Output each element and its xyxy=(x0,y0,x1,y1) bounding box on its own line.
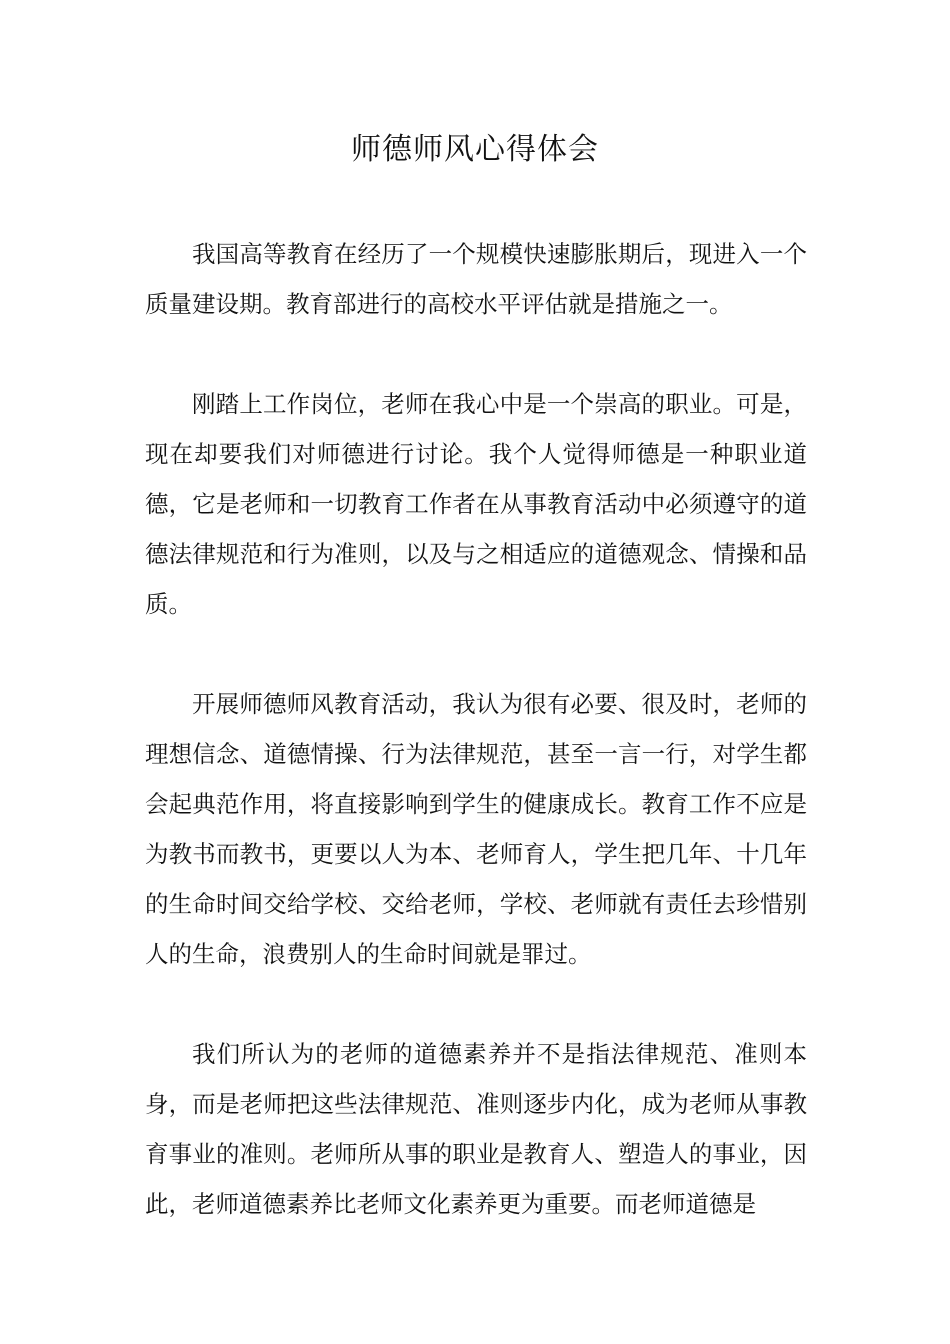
paragraph-2: 刚踏上工作岗位，老师在我心中是一个崇高的职业。可是，现在却要我们对师德进行讨论。我个人觉得师德是一种职业道德，它是老师和一切教育工作者在从事教育活动中必须遵守的道德法律规范和行为准则，以及与之相适应的道德观念、情操和品质。 xyxy=(145,390,807,618)
paragraph-1: 我国高等教育在经历了一个规模快速膨胀期后，现进入一个质量建设期。教育部进行的高校水平评估就是措施之一。 xyxy=(145,240,807,318)
document-title: 师德师风心得体会 xyxy=(351,132,599,167)
document-body xyxy=(145,229,807,1279)
paragraph-4: 我们所认为的老师的道德素养并不是指法律规范、准则本身，而是老师把这些法律规范、准则逐步内化，成为老师从事教育事业的准则。老师所从事的职业是教育人、塑造人的事业，因此，老师道德素养比老师文化素养更为重要。而老师道德是 xyxy=(145,1040,807,1218)
paragraph-3: 开展师德师风教育活动，我认为很有必要、很及时，老师的理想信念、道德情操、行为法律规范，甚至一言一行，对学生都会起典范作用，将直接影响到学生的健康成长。教育工作不应是为教书而教书，更要以人为本、老师育人，学生把几年、十几年的生命时间交给学校、交给老师，学校、老师就有责任去珍惜别人的生命，浪费别人的生命时间就是罪过。 xyxy=(145,690,807,968)
